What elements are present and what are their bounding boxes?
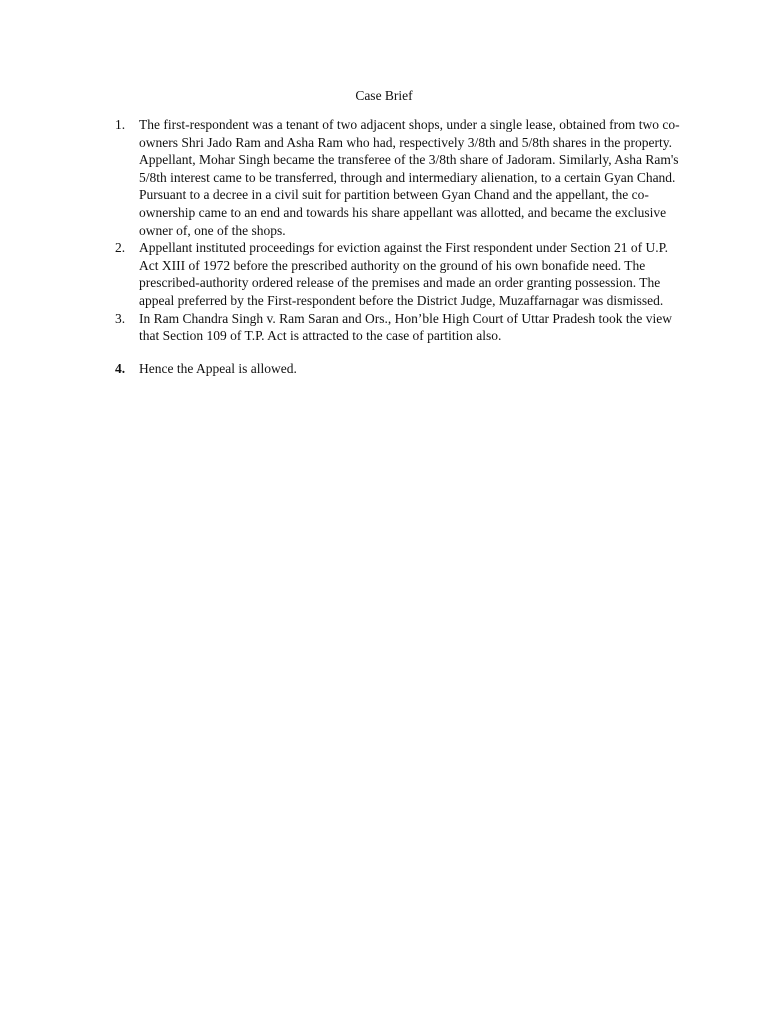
list-item-number: 4. [115,360,126,376]
list-item-number: 1. [115,117,126,132]
list-item-text: In Ram Chandra Singh v. Ram Saran and Ors., Hon’ble High Court of Uttar Pradesh took the view that Section 109 of T.P. Act is attracted to the case of partition also. [139,310,673,344]
list-item-conclusion [115,360,680,378]
list-item [115,310,680,345]
list-item-text: Appellant instituted proceedings for eviction against the First respondent under Section 21 of U.P. Act XIII of 1972 before the prescribed authority on the ground of his own bonafide need. The prescribed-authority ordered release of the premises and made an order granting possession. The appeal preferred by the First-respondent before the District Judge, Muzaffarnagar was dismissed. [139,240,669,308]
list-item [115,116,680,239]
list-item-text: Hence the Appeal is allowed. [139,360,297,376]
case-brief-list [115,116,680,377]
list-item-number: 2. [115,240,126,256]
list-item-number: 3. [115,310,126,326]
list-item-text: The first-respondent was a tenant of two adjacent shops, under a single lease, obtained from two co-owners Shri Jado Ram and Asha Ram who had, respectively 3/8th and 5/8th shares in the property. Appellant, Mohar Singh became the transferee of the 3/8th share of Jadoram. Similarly, Asha Ram's 5/8th interest came to be transferred, through and intermediary alienation, to a certain Gyan Chand. Pursuant to a decree in a civil suit for partition between Gyan Chand and the appellant, the co-ownership came to an end and towards his share appellant was allotted, and became the exclusive owner of, one of the shops. [139,117,680,238]
list-item [115,239,680,309]
document-title: Case Brief [355,88,413,103]
